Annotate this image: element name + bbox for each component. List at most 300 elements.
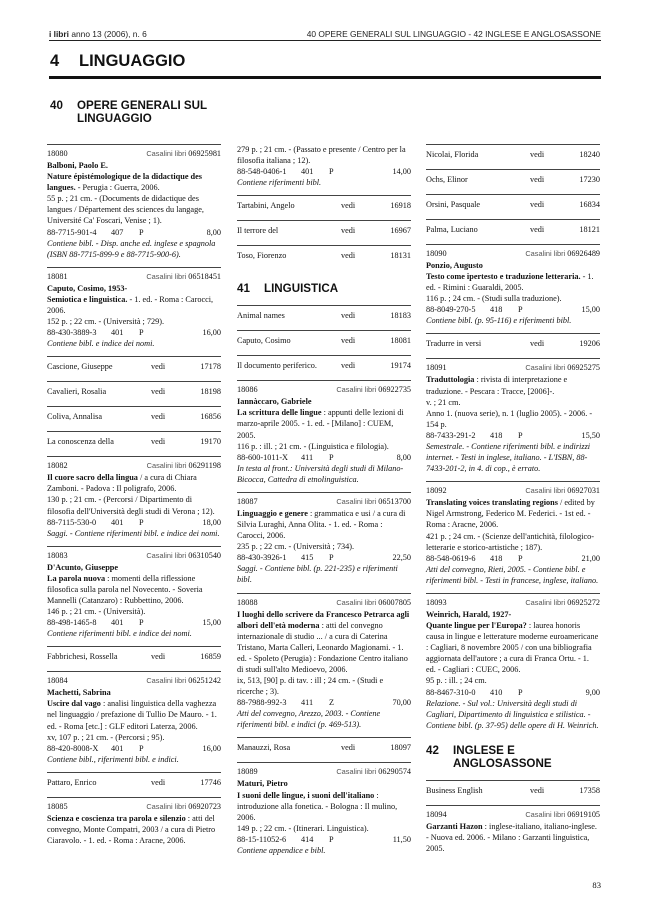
entry-header bbox=[237, 384, 411, 395]
see-also-row bbox=[47, 381, 221, 406]
entry-header bbox=[237, 597, 411, 608]
see-also-name: Coliva, Annalisa bbox=[47, 412, 102, 422]
entry-body: : momenti della riflessione filosofica sulla parola nel Novecento. - Soveria Mannelli (Catanzaro) : Rubbettino, 2006. bbox=[47, 573, 203, 605]
entry-description bbox=[47, 573, 221, 606]
bibliographic-entry bbox=[47, 144, 221, 267]
entry-isbn-line bbox=[237, 552, 411, 563]
bibliographic-entry bbox=[426, 358, 600, 481]
see-also-group bbox=[47, 356, 221, 456]
entry-price: 15,50 bbox=[581, 430, 600, 440]
entry-physical-description: 235 p. ; 22 cm. - (Università ; 734). bbox=[237, 542, 355, 552]
entry-header bbox=[47, 271, 221, 282]
entry-title: Scienza e coscienza tra parola e silenzio bbox=[47, 813, 186, 823]
see-also-word: vedi bbox=[530, 175, 545, 184]
bibliographic-entry bbox=[47, 456, 221, 545]
see-also-number: 19206 bbox=[579, 339, 600, 349]
reference-code: 06925981 bbox=[188, 149, 221, 158]
entry-isbn: 88-7988-992-3 bbox=[237, 698, 287, 708]
entry-physical-description: 95 p. : ill. ; 24 cm. bbox=[426, 676, 487, 686]
see-also-row bbox=[237, 305, 411, 330]
entry-title: Linguaggio e genere bbox=[237, 508, 308, 518]
entry-header bbox=[237, 766, 411, 777]
reference-label: Casalini libri bbox=[525, 363, 566, 373]
entry-physical-description: 55 p. ; 21 cm. - (Documents de didactique des langues / Département des sciences du langage, Université Ca' Foscari, Venise ; 1). bbox=[47, 194, 204, 226]
entry-number: 18085 bbox=[47, 801, 68, 811]
entry-isbn-line bbox=[426, 304, 600, 315]
entry-description bbox=[47, 294, 221, 316]
entry-description bbox=[237, 407, 411, 440]
entry-description bbox=[47, 171, 221, 193]
entry-notes: Contiene bibl. - Disp. anche ed. inglese e spagnola (ISBN 88-7715-899-9 e 88-7715-900-6). bbox=[47, 238, 216, 259]
entry-isbn: 88-548-0406-1 bbox=[237, 167, 287, 177]
see-also-name: Cascione, Giuseppe bbox=[47, 362, 113, 372]
entry-notes: In testa al front.: Università degli studi di Milano-Bicocca, Cattedra di etnolinguistica. bbox=[237, 463, 404, 484]
see-also-name: Business English bbox=[426, 785, 483, 795]
entry-reference bbox=[525, 485, 600, 496]
see-also-row bbox=[237, 245, 411, 270]
entry-notes: Relazione. - Sul vol.: Università degli studi di Cagliari, Dipartimento di linguistica e stilistica. - Contiene bibl. (p. 37-95) delle opere di H. Weinrich. bbox=[426, 698, 599, 730]
entry-type: P bbox=[139, 743, 144, 753]
reference-label: Casalini libri bbox=[336, 496, 377, 506]
entry-price: 16,00 bbox=[202, 328, 221, 338]
entry-type: P bbox=[329, 553, 334, 563]
see-also-name: Fabbrichesi, Rossella bbox=[47, 652, 118, 662]
entry-description bbox=[426, 374, 600, 396]
entry-type: P bbox=[518, 430, 523, 440]
see-also-name: Cavalieri, Rosalia bbox=[47, 387, 107, 397]
entry-number: 18091 bbox=[426, 363, 447, 373]
entry-isbn: 88-420-8008-X bbox=[47, 743, 99, 753]
entry-author: D'Acunto, Giuseppe bbox=[47, 562, 119, 572]
see-also-row bbox=[426, 144, 600, 169]
bibliographic-entry bbox=[237, 380, 411, 492]
chapter-title: LINGUAGGIO bbox=[79, 52, 186, 70]
entry-reference bbox=[525, 362, 600, 373]
entry-isbn: 88-7433-291-2 bbox=[426, 430, 476, 440]
chapter-number: 4 bbox=[50, 52, 60, 70]
reference-label: Casalini libri bbox=[146, 801, 187, 811]
bibliographic-entry bbox=[426, 244, 600, 333]
entry-title: I luoghi dello scrivere da Francesco Petrarca agli albori dell'età moderna bbox=[237, 609, 410, 630]
entry-price: 14,00 bbox=[392, 167, 411, 177]
reference-label: Casalini libri bbox=[525, 809, 566, 819]
entry-number: 18088 bbox=[237, 597, 258, 607]
entry-physical-description: 116 p. : ill. ; 21 cm. - (Linguistica e filologia). bbox=[237, 441, 389, 451]
entry-body: : appunti delle lezioni di marzo-aprile 2005. - 1. ed. - [Milano] : CUEM, 2005. bbox=[237, 408, 404, 440]
entry-issue-info: Anno 1. (nuova serie), n. 1 (luglio 2005). - 2006. - 154 p. bbox=[426, 408, 593, 429]
entry-description bbox=[47, 472, 221, 494]
entry-price: 11,50 bbox=[392, 834, 411, 844]
entry-code: 401 bbox=[301, 167, 314, 177]
entry-price: 8,00 bbox=[396, 452, 411, 462]
entry-price: 15,00 bbox=[202, 618, 221, 628]
entry-isbn: 88-15-11052-6 bbox=[237, 834, 287, 844]
bibliographic-entry bbox=[237, 762, 411, 863]
section-heading-41: 41 LINGUISTICA bbox=[237, 282, 339, 296]
entry-isbn-line bbox=[47, 517, 221, 528]
see-also-number: 18097 bbox=[390, 743, 411, 753]
entry-description bbox=[237, 609, 411, 676]
entry-title: Nature épistémologique de la didactique des langues. bbox=[47, 172, 202, 193]
see-also-row bbox=[426, 333, 600, 358]
entry-number: 18090 bbox=[426, 249, 447, 258]
reference-label: Casalini libri bbox=[146, 271, 187, 281]
column-3 bbox=[426, 144, 600, 861]
section-heading-42: 42 INGLESE E ANGLOSASSONE bbox=[426, 743, 552, 770]
entry-notes: Semestrale. - Contiene riferimenti bibl. e indirizzi internet. - Testi in inglese, italiano. - L'ISBN, 88-7433-201-2, in 4. di cop., è errato. bbox=[426, 441, 591, 474]
see-also-row bbox=[47, 406, 221, 431]
entry-reference bbox=[336, 766, 411, 777]
see-also-word: vedi bbox=[151, 387, 166, 397]
entry-header bbox=[426, 362, 600, 373]
entry-header bbox=[47, 801, 221, 812]
running-head-sections: 40 OPERE GENERALI SUL LINGUAGGIO - 42 INGLESE E ANGLOSASSONE bbox=[306, 29, 601, 39]
reference-code: 06925275 bbox=[567, 363, 600, 373]
entry-number: 18081 bbox=[47, 271, 68, 281]
entry-title: La scrittura delle lingue bbox=[237, 408, 322, 418]
bibliographic-entry bbox=[237, 144, 411, 195]
entry-number: 18092 bbox=[426, 486, 447, 496]
see-also-group bbox=[237, 195, 411, 270]
entry-title: Testo come ipertesto e traduzione letteraria. bbox=[426, 272, 581, 282]
entry-physical-description: 149 p. ; 22 cm. - (Itinerari. Linguistica). bbox=[237, 823, 369, 833]
entry-notes: Atti del convegno, Arezzo, 2003. - Contiene riferimenti bibl. e indici (p. 469-513). bbox=[237, 709, 381, 730]
see-also-row bbox=[237, 195, 411, 220]
entry-type: P bbox=[518, 305, 523, 315]
see-also-number: 16967 bbox=[390, 226, 411, 236]
entry-code: 418 bbox=[490, 430, 503, 440]
reference-code: 06513700 bbox=[378, 496, 411, 506]
entry-imprint: - Perugia : Guerra, 2006. bbox=[75, 183, 160, 193]
see-also-word: vedi bbox=[530, 200, 545, 209]
see-also-row bbox=[426, 194, 600, 219]
entry-imprint: - 1. ed. - Rimini : Guaraldi, 2005. bbox=[426, 272, 594, 293]
entry-author: Machetti, Sabrina bbox=[47, 688, 111, 698]
entry-body: : laurea honoris causa in lingue e letterature moderne euroamericane : Cagliari, 8 novembre 2005 / con una bibliografia aggiornata dell'autore ; a cura di Franca Ortu. - 1. ed. - Cagliari : CUEC, 2006. bbox=[426, 620, 599, 675]
see-also-number: 16834 bbox=[579, 200, 600, 209]
entry-isbn: 88-600-1011-X bbox=[237, 452, 289, 462]
entry-description bbox=[426, 271, 600, 293]
entry-isbn-line bbox=[47, 617, 221, 628]
see-also-word: vedi bbox=[341, 336, 356, 346]
see-also-name: Il terrore del bbox=[237, 226, 279, 236]
entry-physical-description: ix, 513, [90] p. di tav. : ill ; 24 cm. - (Studi e ricerche ; 3). bbox=[237, 676, 384, 697]
entry-type: Z bbox=[329, 698, 335, 708]
entry-author: Weinrich, Harald, 1927- bbox=[426, 609, 512, 619]
see-also-name: Il documento periferico. bbox=[237, 361, 317, 371]
see-also-row bbox=[426, 780, 600, 805]
chapter-heading bbox=[49, 51, 601, 79]
see-also-group bbox=[237, 737, 411, 762]
see-also-number: 17230 bbox=[579, 175, 600, 184]
entry-body: : grammatica e usi / a cura di Silvia Luraghi, Anna Olita. - 1. ed. - Roma : Carocci, 2006. bbox=[237, 508, 406, 541]
see-also-name: Orsini, Pasquale bbox=[426, 200, 481, 209]
see-also-number: 18183 bbox=[390, 311, 411, 321]
entry-number: 18086 bbox=[237, 385, 258, 395]
entry-reference bbox=[336, 496, 411, 507]
see-also-number: 17358 bbox=[579, 785, 600, 795]
entry-description bbox=[237, 508, 411, 541]
see-also-name: Ochs, Elinor bbox=[426, 175, 468, 184]
see-also-group bbox=[47, 772, 221, 797]
entry-imprint: - 1. ed. - Roma : Carocci, 2006. bbox=[47, 294, 214, 315]
column-2 bbox=[237, 144, 411, 863]
entry-physical-description: v. ; 21 cm. bbox=[426, 397, 461, 407]
see-also-row bbox=[237, 330, 411, 355]
entry-physical-description: 152 p. ; 22 cm. - (Università ; 729). bbox=[47, 317, 165, 327]
entry-code: 407 bbox=[111, 227, 124, 237]
entry-isbn: 88-8467-310-0 bbox=[426, 687, 476, 697]
see-also-row bbox=[426, 219, 600, 244]
entry-description bbox=[237, 790, 411, 823]
reference-code: 06310540 bbox=[188, 550, 221, 560]
entry-title: Quante lingue per l'Europa? bbox=[426, 620, 527, 630]
reference-code: 06926489 bbox=[567, 249, 600, 258]
see-also-word: vedi bbox=[151, 437, 166, 447]
entry-notes: Saggi. - Contiene riferimenti bibl. e indice dei nomi. bbox=[47, 528, 220, 538]
entry-isbn-line bbox=[47, 743, 221, 754]
see-also-name: Pattaro, Enrico bbox=[47, 777, 97, 787]
see-also-number: 18121 bbox=[579, 225, 600, 234]
entry-notes: Saggi. - Contiene bibl. (p. 221-235) e riferimenti bibl. bbox=[237, 564, 398, 585]
entry-notes: Contiene appendice e bibl. bbox=[237, 845, 326, 855]
see-also-number: 19170 bbox=[200, 437, 221, 447]
entry-isbn-line bbox=[237, 166, 411, 177]
see-also-group bbox=[426, 780, 600, 805]
reference-code: 06922735 bbox=[378, 385, 411, 395]
entry-notes: Contiene riferimenti bibl. e indice dei nomi. bbox=[47, 629, 192, 639]
bibliographic-entry bbox=[237, 593, 411, 738]
entry-isbn: 88-430-3926-1 bbox=[237, 553, 287, 563]
reference-code: 06291198 bbox=[188, 461, 221, 471]
see-also-name: Caputo, Cosimo bbox=[237, 336, 291, 346]
see-also-number: 16859 bbox=[200, 652, 221, 662]
entry-code: 415 bbox=[301, 553, 314, 563]
reference-code: 06919105 bbox=[567, 809, 600, 819]
reference-label: Casalini libri bbox=[336, 597, 377, 607]
entry-code: 418 bbox=[490, 305, 503, 315]
reference-label: Casalini libri bbox=[146, 461, 187, 471]
see-also-name: Nicolai, Florida bbox=[426, 150, 479, 159]
entry-price: 21,00 bbox=[581, 553, 600, 563]
entry-description bbox=[47, 813, 221, 846]
see-also-number: 18198 bbox=[200, 387, 221, 397]
see-also-number: 18240 bbox=[579, 150, 600, 159]
entry-notes: Contiene riferimenti bibl. bbox=[237, 178, 322, 188]
see-also-row bbox=[237, 220, 411, 245]
entry-number: 18084 bbox=[47, 676, 68, 686]
see-also-word: vedi bbox=[530, 150, 545, 159]
bibliographic-entry bbox=[47, 797, 221, 853]
entry-description bbox=[426, 821, 600, 854]
see-also-group bbox=[47, 646, 221, 671]
entry-physical-description: 116 p. ; 24 cm. - (Studi sulla traduzione). bbox=[426, 294, 562, 304]
reference-label: Casalini libri bbox=[336, 767, 377, 777]
entry-author: Maturi, Pietro bbox=[237, 779, 288, 789]
entry-reference bbox=[146, 271, 221, 282]
entry-header bbox=[47, 550, 221, 561]
reference-label: Casalini libri bbox=[336, 385, 377, 395]
entry-isbn: 88-430-3889-3 bbox=[47, 328, 97, 338]
see-also-number: 17746 bbox=[200, 777, 221, 787]
entry-code: 401 bbox=[111, 743, 124, 753]
entry-header bbox=[426, 248, 600, 259]
entry-physical-description: xv, 107 p. ; 21 cm. - (Percorsi ; 95). bbox=[47, 732, 165, 742]
entry-body: : inglese-italiano, italiano-inglese. - Nuova ed. 2006. - Milano : Garzanti linguistica, 2005. bbox=[426, 821, 597, 853]
see-also-group bbox=[426, 144, 600, 244]
reference-label: Casalini libri bbox=[146, 550, 187, 560]
entry-title: Uscire dal vago bbox=[47, 699, 101, 709]
see-also-group bbox=[426, 333, 600, 358]
reference-code: 06920723 bbox=[188, 801, 221, 811]
entry-price: 8,00 bbox=[206, 227, 221, 237]
entry-title: Semiotica e linguistica. bbox=[47, 294, 128, 304]
entry-header bbox=[47, 148, 221, 159]
entry-code: 411 bbox=[301, 452, 314, 462]
entry-reference bbox=[525, 597, 600, 608]
see-also-word: vedi bbox=[151, 362, 166, 372]
entry-number: 18080 bbox=[47, 149, 68, 158]
see-also-name: La conoscenza della bbox=[47, 437, 114, 447]
entry-body: / edited by Nigel Armstrong, Federico M. Federici. - 1st ed. - Roma : Aracne, 2006. bbox=[426, 498, 595, 530]
see-also-number: 19174 bbox=[390, 361, 411, 371]
entry-code: 401 bbox=[111, 517, 124, 527]
reference-label: Casalini libri bbox=[525, 249, 566, 258]
entry-notes: Contiene bibl. e indice dei nomi. bbox=[47, 339, 155, 349]
entry-description bbox=[426, 497, 600, 530]
reference-code: 06518451 bbox=[188, 271, 221, 281]
column-1 bbox=[47, 99, 221, 853]
entry-code: 418 bbox=[490, 553, 503, 563]
reference-label: Casalini libri bbox=[146, 676, 187, 686]
see-also-name: Toso, Fiorenzo bbox=[237, 251, 287, 261]
entry-number: 18083 bbox=[47, 550, 68, 560]
see-also-word: vedi bbox=[530, 785, 545, 795]
entry-number: 18082 bbox=[47, 461, 68, 471]
entry-number: 18093 bbox=[426, 597, 447, 607]
entry-title: Garzanti Hazon bbox=[426, 821, 483, 831]
see-also-number: 18131 bbox=[390, 251, 411, 261]
see-also-word: vedi bbox=[151, 777, 166, 787]
see-also-number: 17178 bbox=[200, 362, 221, 372]
entry-code: 410 bbox=[490, 687, 503, 697]
entry-type: P bbox=[329, 452, 334, 462]
entry-reference bbox=[146, 148, 221, 159]
entry-price: 16,00 bbox=[202, 743, 221, 753]
entry-description bbox=[426, 620, 600, 675]
see-also-word: vedi bbox=[341, 743, 356, 753]
see-also-group bbox=[237, 305, 411, 380]
entry-isbn-line bbox=[426, 687, 600, 698]
entry-title: Translating voices translating regions bbox=[426, 498, 558, 508]
reference-code: 06007805 bbox=[378, 597, 411, 607]
see-also-word: vedi bbox=[341, 201, 356, 211]
entry-notes: Atti del convegno, Rieti, 2005. - Contiene bibl. e riferimenti bibl. - Testi in francese, inglese, italiano. bbox=[426, 564, 599, 585]
entry-number: 18094 bbox=[426, 809, 447, 819]
entry-title: Il cuore sacro della lingua bbox=[47, 473, 138, 483]
reference-label: Casalini libri bbox=[525, 597, 566, 607]
entry-isbn-line bbox=[426, 553, 600, 564]
see-also-name: Manauzzi, Rosa bbox=[237, 743, 291, 753]
entry-price: 18,00 bbox=[202, 517, 221, 527]
entry-isbn-line bbox=[237, 834, 411, 845]
entry-header bbox=[237, 496, 411, 507]
section-heading-40: 40 OPERE GENERALI SUL LINGUAGGIO bbox=[50, 99, 207, 125]
entry-isbn: 88-548-0619-6 bbox=[426, 553, 476, 563]
reference-code: 06927031 bbox=[567, 486, 600, 496]
see-also-word: vedi bbox=[341, 361, 356, 371]
entry-isbn-line bbox=[47, 327, 221, 338]
entry-notes: Contiene bibl., riferimenti bibl. e indici. bbox=[47, 754, 179, 764]
entry-reference bbox=[147, 460, 221, 471]
entry-code: 411 bbox=[301, 698, 314, 708]
see-also-word: vedi bbox=[341, 311, 356, 321]
entry-isbn: 88-8049-270-5 bbox=[426, 305, 476, 315]
reference-code: 06925272 bbox=[567, 597, 600, 607]
see-also-row bbox=[237, 355, 411, 380]
reference-code: 06290574 bbox=[378, 767, 411, 777]
bibliographic-entry bbox=[237, 492, 411, 593]
entry-header bbox=[426, 597, 600, 608]
see-also-number: 16918 bbox=[390, 201, 411, 211]
reference-label: Casalini libri bbox=[146, 149, 187, 158]
entry-reference bbox=[146, 675, 221, 686]
entry-isbn-line bbox=[426, 430, 600, 441]
running-head bbox=[49, 27, 601, 41]
entry-type: P bbox=[329, 834, 334, 844]
entry-body: : analisi linguistica della vaghezza nel linguaggio / prefazione di Tullio De Mauro. - 1. ed. - Roma [etc.] : GLF editori Laterza, 2006. bbox=[47, 699, 217, 731]
see-also-number: 18081 bbox=[390, 336, 411, 346]
see-also-row bbox=[47, 431, 221, 456]
entry-reference bbox=[525, 248, 600, 259]
bibliographic-entry bbox=[426, 481, 600, 593]
see-also-row bbox=[237, 737, 411, 762]
entry-body: : atti del convegno, Monte Compatri, 2003 / a cura di Pietro Ciaravolo. - 1. ed. - Roma : Aracne, 2006. bbox=[47, 813, 216, 845]
bibliographic-entry bbox=[426, 805, 600, 861]
entry-isbn: 88-498-1465-8 bbox=[47, 618, 97, 628]
entry-type: P bbox=[139, 328, 144, 338]
entry-body: : introduzione alla fonetica. - Bologna : Il mulino, 2006. bbox=[237, 790, 398, 822]
entry-physical-description: 421 p. ; 24 cm. - (Scienze dell'antichità, filologico-letterarie e storico-artistiche ; 187). bbox=[426, 531, 595, 552]
entry-title: La parola nuova bbox=[47, 573, 106, 583]
entry-body: : atti del convegno internazionale di studio ... / a cura di Caterina Tristano, Marta Calleri, Leonardo Magionami. - 1. ed. - Spoleto (Perugia) : Fondazione Centro italiano di studi sull'alto Medioevo, 2006. bbox=[237, 620, 408, 674]
entry-header bbox=[47, 675, 221, 686]
entry-reference bbox=[146, 801, 221, 812]
entry-isbn-line bbox=[237, 452, 411, 463]
see-also-name: Animal names bbox=[237, 311, 285, 321]
see-also-row bbox=[47, 646, 221, 671]
entry-type: P bbox=[518, 553, 523, 563]
entry-number: 18089 bbox=[237, 767, 258, 777]
entry-reference bbox=[336, 384, 411, 395]
entry-price: 15,00 bbox=[581, 305, 600, 315]
entry-title: Traduttologia bbox=[426, 375, 475, 385]
bibliographic-entry bbox=[47, 671, 221, 772]
page-number: 83 bbox=[592, 880, 601, 890]
bibliographic-entry bbox=[426, 593, 600, 738]
entry-physical-description: 130 p. ; 21 cm. - (Percorsi / Dipartimento di filosofia dell'Università degli studi di Verona ; 12). bbox=[47, 495, 215, 516]
entry-code: 401 bbox=[111, 328, 124, 338]
entry-number: 18087 bbox=[237, 496, 258, 506]
entry-author: Balboni, Paolo E. bbox=[47, 161, 108, 170]
entry-type: P bbox=[139, 227, 144, 237]
see-also-row bbox=[47, 772, 221, 797]
entry-isbn-line bbox=[47, 227, 221, 238]
entry-price: 70,00 bbox=[392, 698, 411, 708]
entry-reference bbox=[146, 550, 221, 561]
entry-isbn-line bbox=[237, 697, 411, 708]
entry-reference bbox=[525, 809, 600, 820]
